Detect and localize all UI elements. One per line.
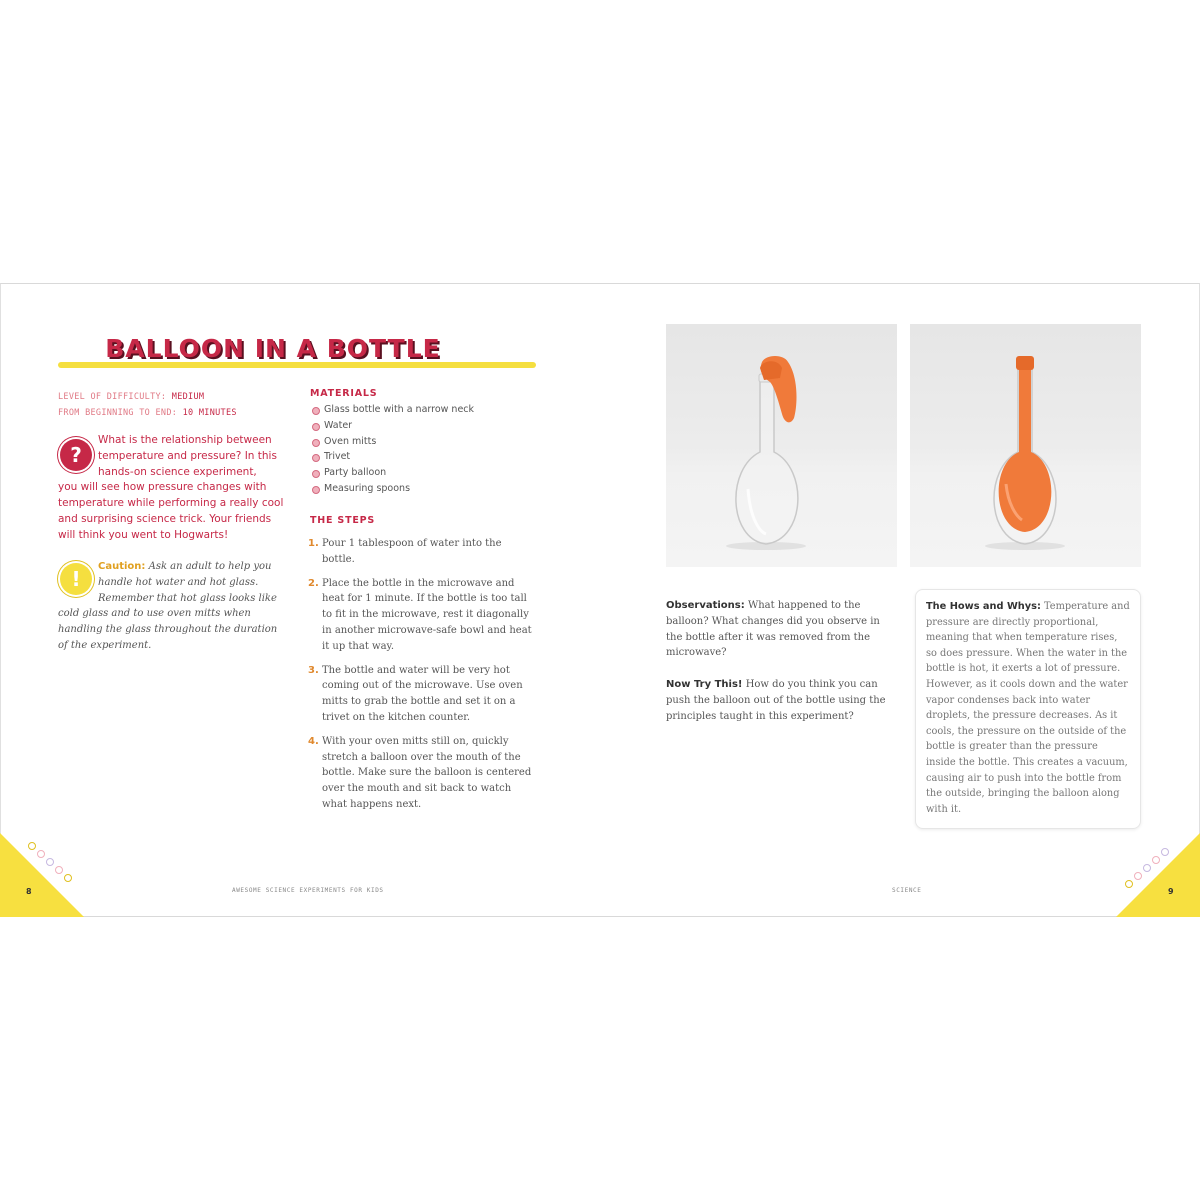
question-mark-icon: ? bbox=[60, 439, 92, 471]
step-number: 3. bbox=[308, 664, 319, 676]
dot-decoration bbox=[1125, 880, 1133, 888]
materials-heading: MATERIALS bbox=[310, 388, 378, 399]
try-label: Now Try This! bbox=[666, 679, 743, 691]
intro-first: What is the relationship between temperature and pressure? In this hands-on science experiment, bbox=[98, 434, 277, 478]
list-item: Oven mitts bbox=[310, 434, 530, 450]
steps-list bbox=[308, 536, 536, 821]
list-item: Glass bottle with a narrow neck bbox=[310, 402, 530, 418]
step-text: Pour 1 tablespoon of water into the bottle. bbox=[322, 538, 502, 565]
hw-label: The Hows and Whys: bbox=[926, 601, 1041, 612]
observations-block bbox=[666, 598, 891, 741]
bottle-balloon-on-top-illustration bbox=[666, 324, 897, 567]
dot-decoration bbox=[1134, 872, 1142, 880]
list-item: Trivet bbox=[310, 449, 530, 465]
running-footer-right: SCIENCE bbox=[892, 887, 922, 894]
intro-rest: you will see how pressure changes with temperature while performing a really cool and surprising science trick. Your friends will think you went to Hogwarts! bbox=[58, 481, 284, 541]
dot-decoration bbox=[64, 874, 72, 882]
observations-label: Observations: bbox=[666, 600, 745, 611]
list-item: Measuring spoons bbox=[310, 481, 530, 497]
time-value: 10 MINUTES bbox=[182, 408, 237, 418]
running-footer-left: AWESOME SCIENCE EXPERIMENTS FOR KIDS bbox=[232, 887, 384, 894]
try-text: How do you think you can push the balloon out of the bottle using the principles taught in this experiment? bbox=[666, 679, 886, 722]
list-item: Party balloon bbox=[310, 465, 530, 481]
dot-decoration bbox=[37, 850, 45, 858]
observations-text: What happened to the balloon? What changes did you observe in the bottle after it was removed from the microwave? bbox=[666, 600, 880, 659]
page-title: BALLOON IN A BOTTLE bbox=[105, 334, 441, 363]
step-number: 2. bbox=[308, 577, 319, 589]
step-item bbox=[308, 536, 536, 568]
materials-list bbox=[310, 402, 530, 497]
caution-rest: cold glass and to use oven mitts when handling the glass throughout the duration of the experiment. bbox=[58, 608, 278, 651]
dot-decoration bbox=[1152, 856, 1160, 864]
page-number-left: 8 bbox=[26, 887, 32, 896]
difficulty-meta bbox=[58, 389, 288, 421]
list-item: Water bbox=[310, 418, 530, 434]
dot-decoration bbox=[1143, 864, 1151, 872]
level-value: MEDIUM bbox=[171, 392, 205, 402]
step-item bbox=[308, 663, 536, 726]
step-item bbox=[308, 576, 536, 655]
step-item bbox=[308, 734, 536, 813]
photo-balloon-inside bbox=[910, 324, 1141, 567]
page-number-right: 9 bbox=[1168, 887, 1174, 896]
dot-decoration bbox=[55, 866, 63, 874]
photo-balloon-on-top bbox=[666, 324, 897, 567]
caution-first: Ask an adult to help you handle hot water and hot glass. Remember that hot glass looks like bbox=[98, 561, 277, 604]
dot-decoration bbox=[1161, 848, 1169, 856]
caution-paragraph bbox=[58, 559, 288, 654]
step-number: 4. bbox=[308, 735, 319, 747]
level-label: LEVEL OF DIFFICULTY: bbox=[58, 392, 167, 402]
exclamation-icon: ! bbox=[60, 563, 92, 595]
step-text: Place the bottle in the microwave and heat for 1 minute. If the bottle is too tall to fit in the microwave, rest it diagonally in another microwave-safe bowl and heat it up that way. bbox=[322, 577, 532, 652]
dot-decoration bbox=[46, 858, 54, 866]
step-number: 1. bbox=[308, 538, 319, 549]
step-text: The bottle and water will be very hot coming out of the microwave. Use oven mitts to grab the bottle and set it on a trivet on the kitchen counter. bbox=[322, 664, 523, 723]
steps-heading: THE STEPS bbox=[310, 515, 376, 526]
bottle-balloon-inside-illustration bbox=[910, 324, 1141, 567]
dot-decoration bbox=[28, 842, 36, 850]
hw-text: Temperature and pressure are directly proportional, meaning that when temperature rises, so does pressure. When the water in the bottle is hot, it exerts a lot of pressure. However, as it cools down and the water vapor condenses back into water droplets, the pressure decreases. As it cools, the pressure on the outside of the bottle is greater than the pressure inside the bottle. This creates a vacuum, causing air to push into the bottle from the outside, bringing the balloon along with it. bbox=[926, 601, 1130, 815]
caution-label: Caution: bbox=[98, 561, 146, 572]
step-text: With your oven mitts still on, quickly stretch a balloon over the mouth of the bottle. Make sure the balloon is centered over the mouth and sit back to watch what happens next. bbox=[322, 735, 532, 810]
time-label: FROM BEGINNING TO END: bbox=[58, 408, 178, 418]
corner-decoration-right bbox=[1116, 833, 1200, 917]
hows-and-whys-box bbox=[915, 589, 1141, 829]
intro-paragraph bbox=[58, 433, 288, 544]
